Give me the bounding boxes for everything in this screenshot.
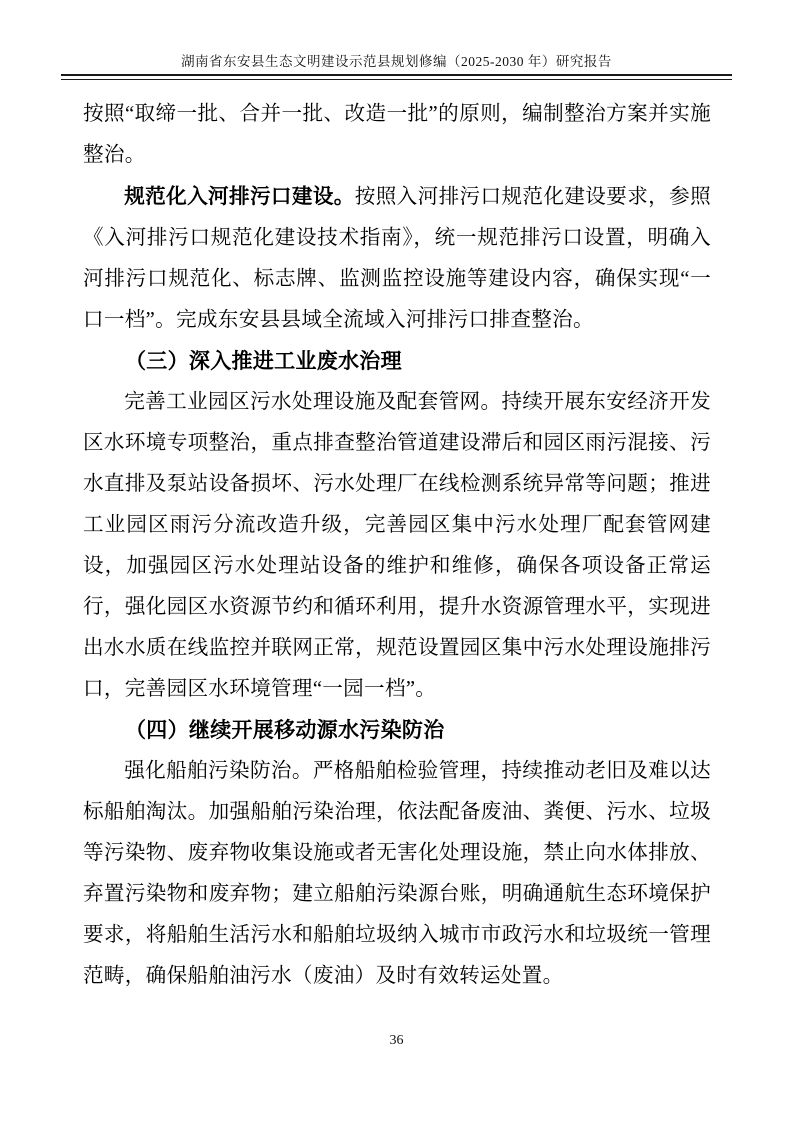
page-footer [0,1031,793,1049]
paragraph-outfall [83,176,711,341]
page-number: 36 [389,1033,404,1048]
header-title: 湖南省东安县生态文明建设示范县规划修编（2025-2030 年）研究报告 [181,54,612,69]
paragraph-continuation: 按照“取缔一批、合并一批、改造一批”的原则，编制整治方案并实施整治。 [83,103,711,166]
section-heading-four: （四）继续开展移动源水污染防治 [125,719,445,742]
paragraph-outfall-lead: 规范化入河排污口建设。 [124,185,355,208]
paragraph-outfall-text: 按照入河排污口规范化建设要求，参照《入河排污口规范化建设技术指南》，统一规范排污口设置，明确入河排污口规范化、标志牌、监测监控设施等建设内容，确保实现“一口一档”。完成东安县县域全流域入河排污口排查整治。 [83,186,711,331]
section-heading-three: （三）深入推进工业废水治理 [125,350,402,373]
document-body [83,94,711,997]
page-header [61,50,732,80]
paragraph-industrial: 完善工业园区污水处理设施及配套管网。持续开展东安经济开发区水环境专项整治，重点排查整治管道建设滞后和园区雨污混接、污水直排及泵站设备损坏、污水处理厂在线检测系统异常等问题；推进工业园区雨污分流改造升级，完善园区集中污水处理厂配套管网建设，加强园区污水处理站设备的维护和维修，确保各项设备正常运行，强化园区水资源节约和循环利用，提升水资源管理水平，实现进出水水质在线监控并联网正常，规范设置园区集中污水处理设施排污口，完善园区水环境管理“一园一档”。 [83,391,711,700]
paragraph-ship: 强化船舶污染防治。严格船舶检验管理，持续推动老旧及难以达标船舶淘汰。加强船舶污染治理，依法配备废油、粪便、污水、垃圾等污染物、废弃物收集设施或者无害化处理设施，禁止向水体排放、弃置污染物和废弃物；建立船舶污染源台账，明确通航生态环境保护要求，将船舶生活污水和船舶垃圾纳入城市市政污水和垃圾统一管理范畴，确保船舶油污水（废油）及时有效转运处置。 [83,760,711,987]
header-divider [61,74,732,80]
